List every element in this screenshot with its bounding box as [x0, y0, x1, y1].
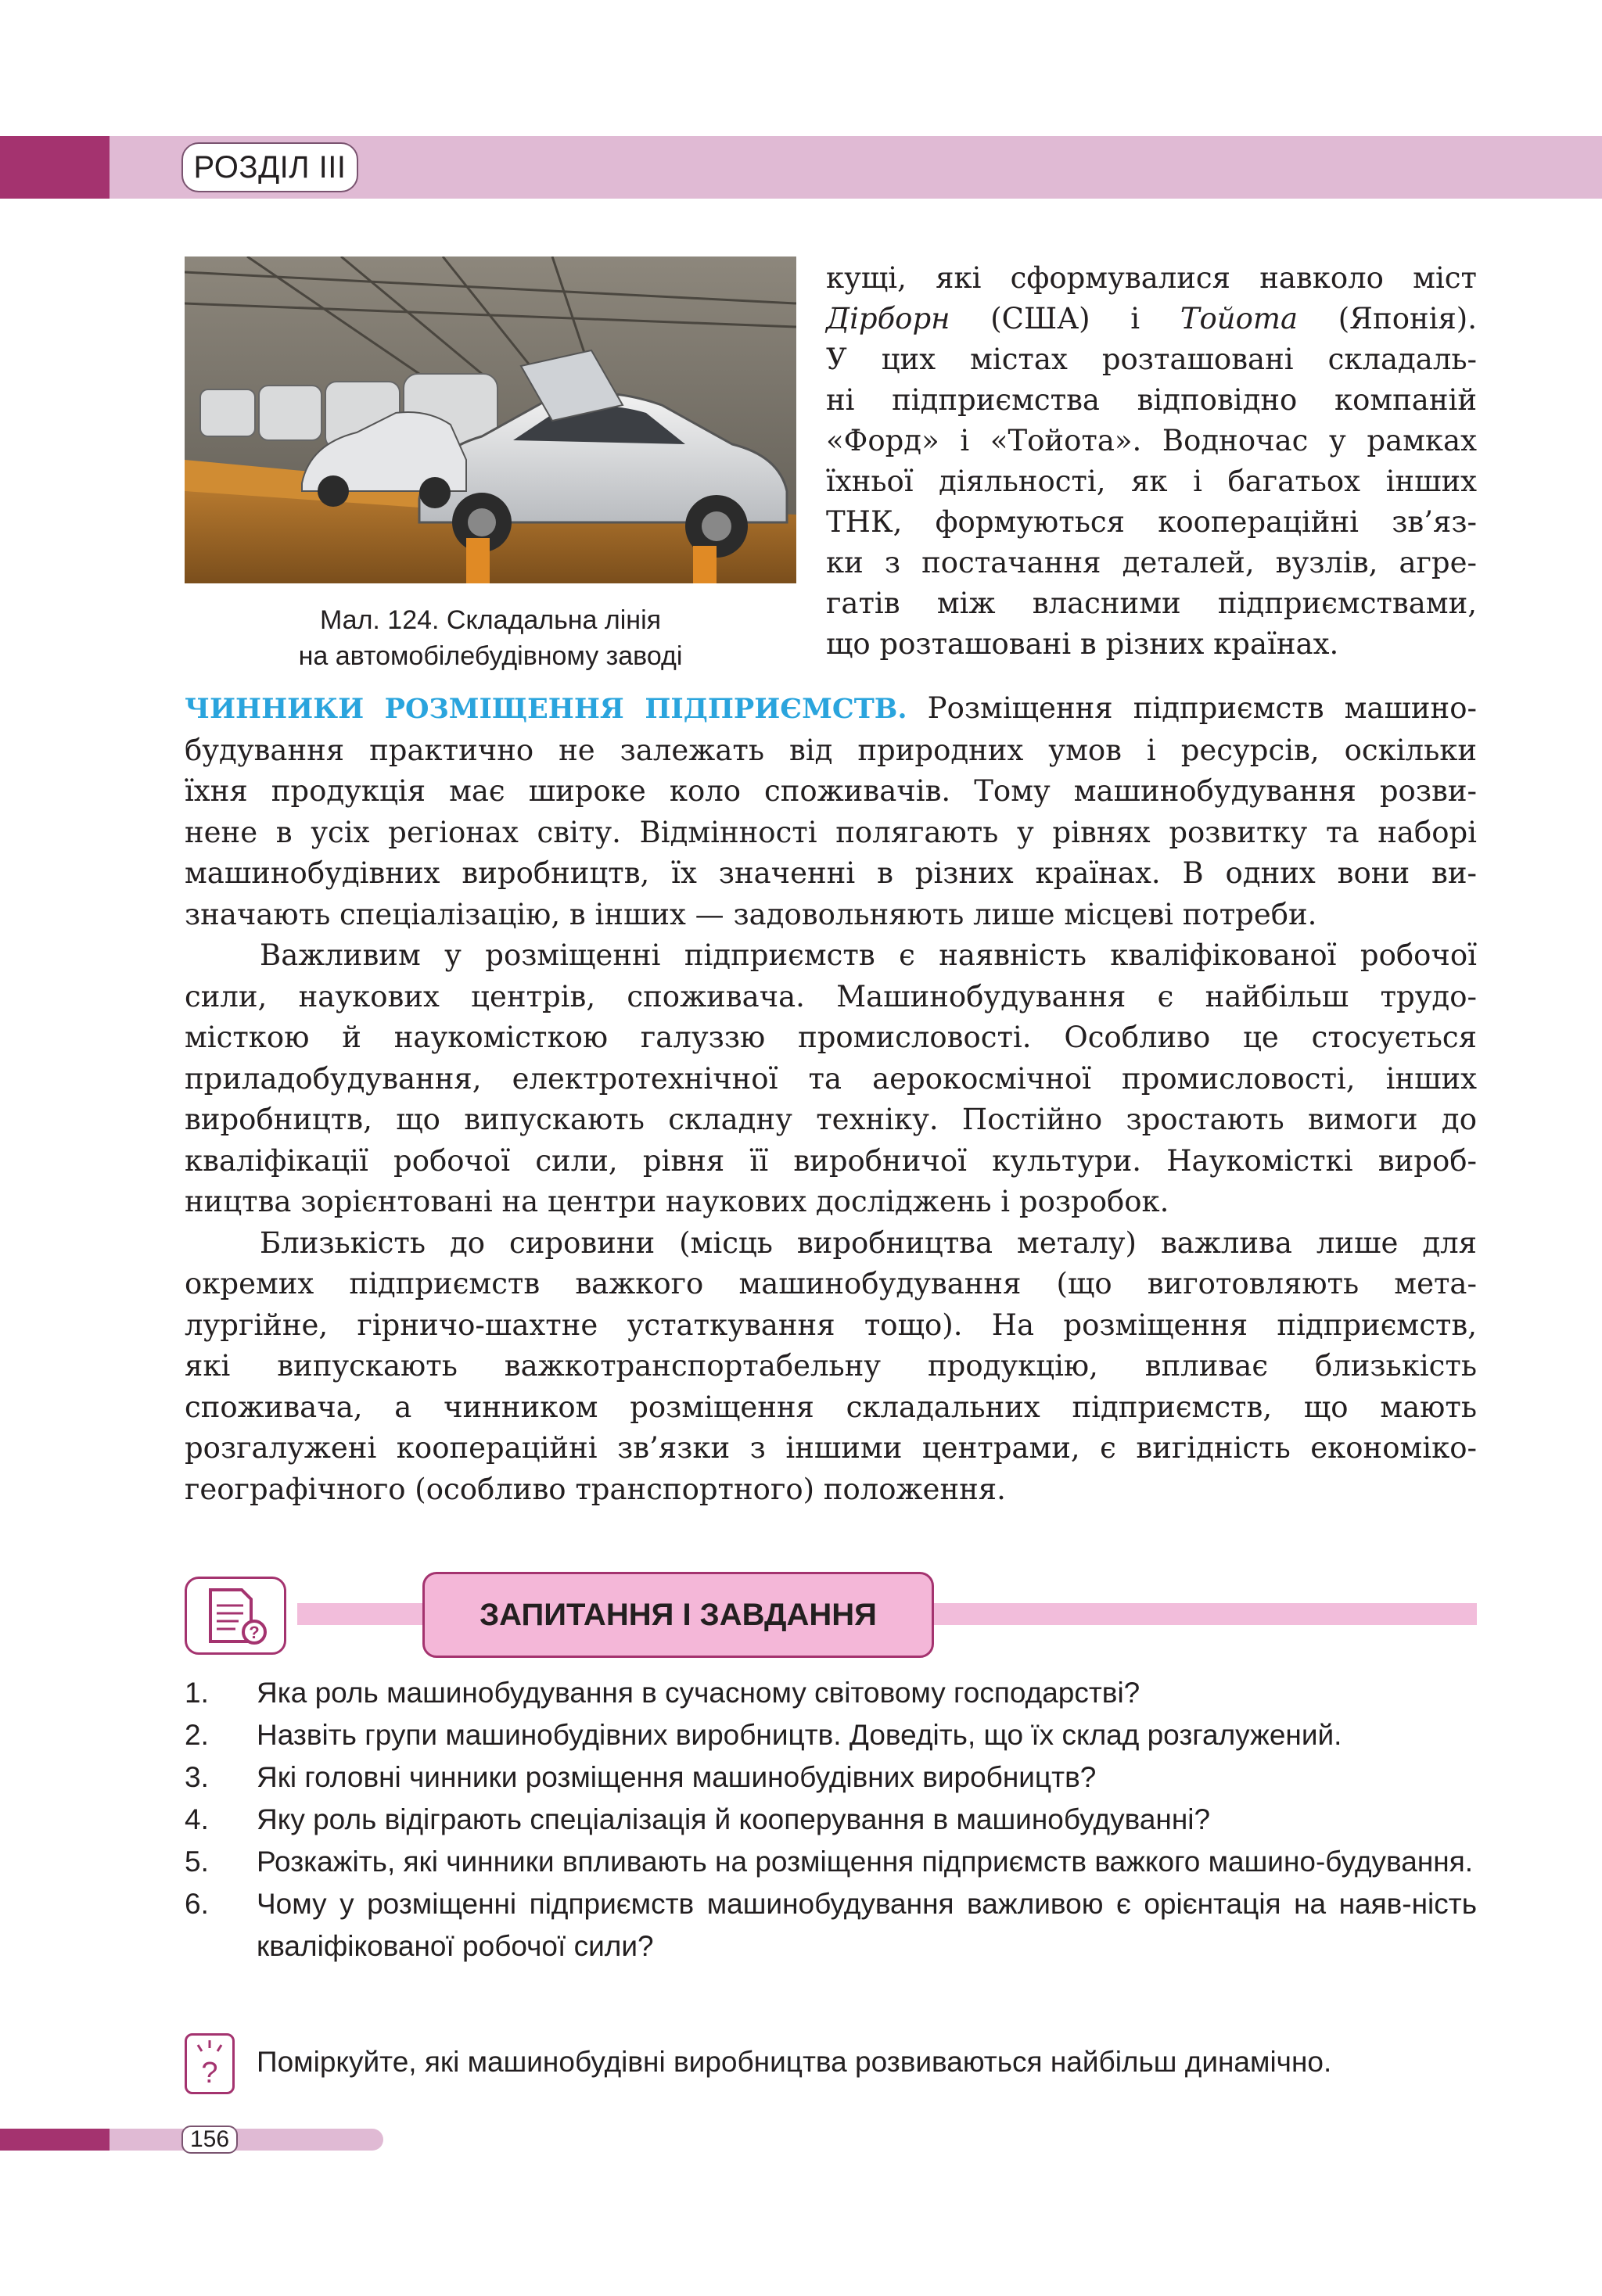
chapter-label: РОЗДІЛ ІІІ [181, 142, 358, 192]
text-line: кущі, які сформувалися навколо міст [826, 261, 1477, 295]
text-fragment: Розміщення підприємств машино- [907, 691, 1477, 725]
text-line: ки з постачання деталей, вузлів, агре- [826, 546, 1477, 579]
text-line: значають спеціалізацію, в інших — задовольняють лише місцеві потреби. [185, 897, 1317, 931]
text-line: виробництв, що випускають складну техніку. Постійно зростають вимоги до [185, 1103, 1477, 1136]
item-number: 4. [185, 1803, 209, 1835]
text-line: географічного (особливо транспортного) положення. [185, 1472, 1006, 1506]
item-text: Які головні чинники розміщення машинобудівних виробництв? [257, 1761, 1097, 1793]
text-line: ництва зорієнтовані на центри наукових досліджень і розробок. [185, 1185, 1169, 1218]
questions-list [185, 1672, 1477, 1968]
text-line: окремих підприємств важкого машинобудування (що виготовляють мета- [185, 1267, 1477, 1300]
text-line: розгалужені коопераційні зв’язки з іншими центрами, є вигідність економіко- [185, 1431, 1477, 1465]
text-line: будування практично не залежать від природних умов і ресурсів, оскільки [185, 733, 1477, 767]
item-text: Розкажіть, які чинники впливають на розміщення підприємств важкого машино-будування. [257, 1846, 1474, 1878]
list-item [185, 1672, 1477, 1714]
document-question-icon [185, 1577, 286, 1655]
text-fragment: (США) і [950, 302, 1180, 335]
text-line: що розташовані в різних країнах. [826, 627, 1339, 661]
text-line: У цих містах розташовані складаль- [826, 343, 1477, 376]
list-item [185, 1799, 1477, 1841]
text-line: «Форд» і «Тойота». Водночас у рамках [826, 424, 1477, 457]
text-fragment: (Японія). [1298, 302, 1477, 335]
text-line: лургійне, гірничо-шахтне устаткування тощо). На розміщення підприємств, [185, 1308, 1477, 1342]
text-line: кваліфікації робочої сили, рівня її виробничої культури. Наукомісткі вироб- [185, 1143, 1477, 1178]
text-line [185, 688, 1477, 730]
item-text: Чому у розміщенні підприємств машинобудування важливою є орієнтація на наяв-ність кваліфікованої робочої сили? [257, 1888, 1477, 1962]
text-line: Близькість до сировини (місць виробництва металу) важлива лише для [260, 1225, 1477, 1260]
list-item [185, 1883, 1477, 1968]
list-item [185, 1841, 1477, 1883]
svg-text:?: ? [249, 1623, 260, 1642]
item-number: 6. [185, 1888, 209, 1920]
caption-line-1: Мал. 124. Складальна лінія [319, 605, 662, 635]
text-line: машинобудівних виробництв, їх значенні в різних країнах. В одних вони ви- [185, 856, 1477, 890]
text-line: споживача, а чинником розміщення складальних підприємств, що мають [185, 1390, 1477, 1424]
text-line: ТНК, формуються коопераційні зв’яз- [826, 505, 1477, 539]
item-number: 5. [185, 1846, 209, 1878]
item-number: 1. [185, 1677, 209, 1709]
list-item [185, 1756, 1477, 1799]
svg-text:?: ? [201, 2057, 218, 2090]
item-number: 2. [185, 1719, 209, 1751]
side-paragraph [826, 258, 1477, 665]
item-text: Яка роль машинобудування в сучасному світовому господарстві? [257, 1677, 1140, 1709]
caption-line-2: на автомобілебудівному заводі [298, 641, 683, 671]
section-heading: ЧИННИКИ РОЗМІЩЕННЯ ПІДПРИЄМСТВ. [185, 693, 907, 725]
think-task: Поміркуйте, які машинобудівні виробництва розвиваються найбільш динамічно. [257, 2046, 1332, 2078]
item-text: Назвіть групи машинобудівних виробництв. Доведіть, що їх склад розгалужений. [257, 1719, 1342, 1751]
section-body [185, 688, 1477, 1510]
city-dearborn: Дірборн [826, 302, 950, 335]
text-line: які випускають важкотранспортабельну продукцію, впливає близькість [185, 1349, 1477, 1383]
text-line: ні підприємства відповідно компаній [826, 383, 1477, 417]
text-line: нене в усіх регіонах світу. Відмінності полягають у рівнях розвитку та наборі [185, 815, 1477, 849]
text-line [826, 299, 1477, 339]
text-line: їхньої діяльності, як і багатьох інших [826, 465, 1477, 498]
text-line: Важливим у розміщенні підприємств є наявність кваліфікованої робочої [260, 938, 1477, 972]
text-line: сили, наукових центрів, споживача. Машинобудування є найбільш трудо- [185, 979, 1477, 1013]
text-line: місткою й наукомісткою галуззю промисловості. Особливо це стосується [185, 1021, 1477, 1054]
city-toyota: Тойота [1180, 302, 1298, 335]
item-text: Яку роль відіграють спеціалізація й кооперування в машинобудуванні? [257, 1803, 1211, 1835]
assembly-line-photo [185, 257, 796, 583]
list-item [185, 1714, 1477, 1756]
questions-title: ЗАПИТАННЯ І ЗАВДАННЯ [422, 1572, 934, 1658]
lightbulb-question-icon [185, 2033, 235, 2094]
text-line: їхня продукція має широке коло споживачів. Тому машинобудування розви- [185, 774, 1477, 808]
item-number: 3. [185, 1761, 209, 1793]
page-number: 156 [181, 2126, 238, 2154]
figure-caption [185, 602, 796, 674]
text-line: приладобудування, електротехнічної та аерокосмічної промисловості, інших [185, 1061, 1477, 1096]
text-line: гатів між власними підприємствами, [826, 587, 1477, 620]
